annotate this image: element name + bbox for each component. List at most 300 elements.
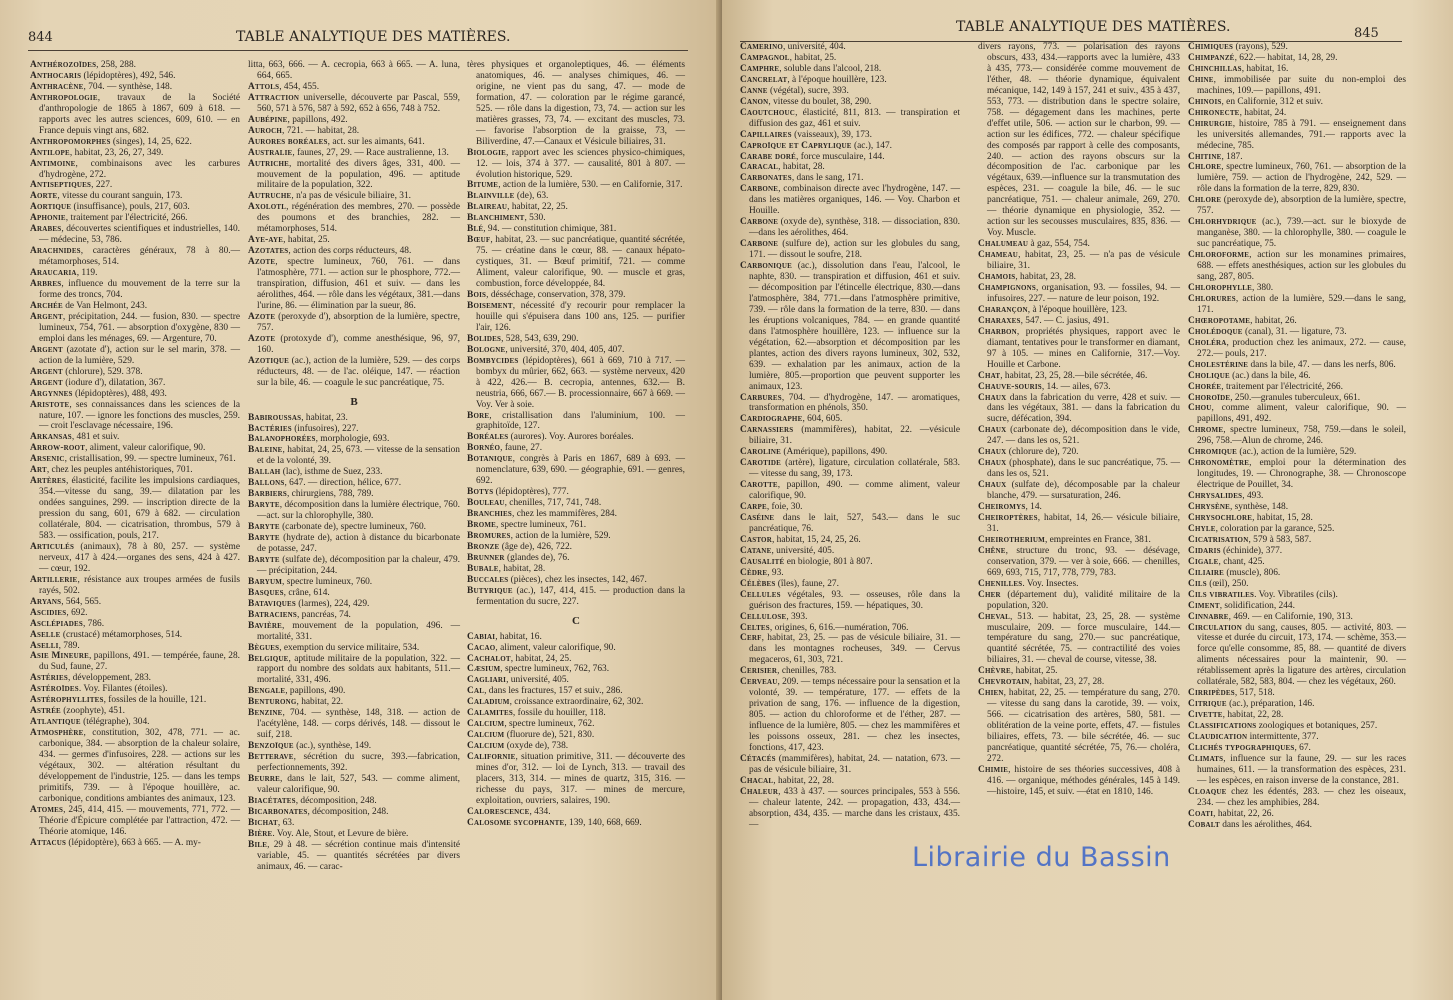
entry-headword: Bois — [467, 290, 487, 301]
entry-text: , mouvement de la population, 496. — mortalité, 331. — [257, 620, 460, 642]
entry-headword: Cholédoque — [1188, 326, 1243, 337]
index-entry — [467, 191, 685, 202]
entry-text: , sécrétion du sucre, 393.—fabrication, perfectionnements, 392. — [257, 752, 460, 774]
index-entry — [30, 224, 240, 246]
entry-text: , aptitude militaire de la population, 322. — rapport du nombre des soldats aux habitants, 511.—mortalité, 331, 496. — [257, 653, 460, 686]
index-entry — [978, 447, 1180, 458]
index-entry — [978, 283, 1180, 305]
index-entry — [978, 316, 1180, 327]
entry-headword: Argynnes — [30, 388, 73, 399]
entry-text: du sang, causes, 805. — activité, 803. — vitesse et durée du circuit, 173, 174. — schème, 353.—force qu'elle consomme, 85, 88. — quantité de divers aliments nécessaires pour la maintenir, 90. — rétablissement après la ligature des artères, circulation collatérale, 582, 583, 804. — chez les végétaux, 260. — [1197, 622, 1406, 688]
index-entry — [248, 686, 460, 697]
index-entry — [30, 476, 240, 542]
entry-headword: Aryans — [30, 596, 62, 607]
entry-headword: Chacal — [740, 775, 774, 786]
index-entry — [978, 579, 1180, 590]
entry-headword: Arachnides — [30, 246, 81, 257]
index-entry — [248, 413, 460, 424]
index-entry — [248, 577, 460, 588]
index-column — [248, 60, 460, 873]
entry-text: (oxyde de), 738. — [504, 741, 569, 752]
entry-headword: Chloroforme — [1188, 250, 1250, 261]
index-entry — [30, 60, 240, 71]
entry-headword: Attols — [248, 81, 280, 92]
index-column — [978, 42, 1180, 798]
entry-headword: Azotique — [248, 355, 290, 366]
entry-text: , 209. — temps nécessaire pour la sensation et la volonté, 39. — température, 177. — effets de la privation de sang, 176. — influence de la digestion, 805. — action du chloroforme et de l'éther, 287. — influence de la lumière, 805. — chez les mammifères et les poissons osseux, 281. — chez les insectes, fonctions, 417, 423. — [749, 677, 960, 753]
entry-text: (crustacé) métamorphoses, 514. — [60, 629, 183, 640]
index-entry — [740, 173, 960, 184]
entry-text: , habitat, 23, 28. — [1015, 272, 1077, 283]
entry-headword: Betterave — [248, 752, 294, 763]
entry-text: , mortalité des divers âges, 331, 400. — mouvement de la population, 496. — aptitude militaire de la population, 322. — [257, 158, 460, 191]
entry-headword: Chrysène — [1188, 502, 1230, 513]
index-entry — [740, 513, 960, 535]
section-letter: C — [572, 614, 580, 627]
entry-text: à gaz, 554, 754. — [1028, 239, 1090, 250]
entry-text: (singes), 14, 25, 622. — [110, 136, 192, 147]
index-entry — [248, 489, 460, 500]
index-entry — [1188, 524, 1406, 535]
entry-text: (ac.), action de la lumière, 529. — des corps réducteurs, 48. — de l'ac. oléique, 147. — réaction sur la bile, 46. — coagule le suc pancréatique, 75. — [257, 355, 460, 388]
entry-text: , caractères généraux, 78 à 80.— métamorphoses, 514. — [39, 246, 240, 268]
index-entry — [467, 487, 685, 498]
entry-text: , action de la lumière, 529. — [510, 530, 611, 541]
index-entry — [1188, 42, 1406, 53]
index-entry — [740, 239, 960, 261]
entry-headword: Chitine — [1188, 151, 1222, 162]
index-entry — [248, 533, 460, 555]
index-entry — [1188, 513, 1406, 524]
index-entry — [740, 557, 960, 568]
entry-text: chez les édentés, 283. — chez les oiseaux, 234. — chez les amphibies, 284. — [1197, 786, 1406, 808]
entry-text: (ac.), dissolution dans l'eau, l'alcool, le naphte, 830. — transpiration et diffusion, 461 et suiv. — décomposition par l'étincelle électrique, 830.—dans l'atmosphère, 384, 771.—dans l'atmosphère primitive, 739. — rôle dans la formation de la terre, 830. — dans les éruptions volcaniques, 784. — en grande quantité dans l'atmosphère houillère, 123. — influence sur la végétation, 62.—absorption et décomposition par les plantes, action des divers rayons lumineux, 302, 532, 639. — exhalation par les animaux, action de la lumière, 805.—proportion que peuvent supporter les animaux, 123. — [749, 261, 960, 392]
entry-headword: Aurores boréales — [248, 136, 328, 147]
entry-headword: Carbonates — [740, 173, 792, 184]
entry-headword: Batraciens — [248, 609, 297, 620]
index-entry — [1188, 557, 1406, 568]
entry-headword: Cobalt — [1188, 819, 1220, 830]
entry-headword: Beurre — [248, 774, 280, 784]
index-entry — [248, 82, 460, 93]
entry-text: , habitat, 15, 24, 25, 26. — [771, 534, 861, 545]
entry-headword: Botanique — [467, 454, 513, 465]
entry-text: , 139, 140, 668, 669. — [564, 817, 642, 828]
entry-headword: Blanchiment — [467, 213, 525, 224]
entry-text: , développement, 283. — [67, 673, 152, 684]
entry-text: (œil), 250. — [1206, 578, 1249, 589]
entry-headword: Chinois — [1188, 96, 1222, 107]
entry-text: , élasticité, facilite les impulsions cardiaques, 354.—vitesse du sang, 39.— dilatation par les ondées sanguines, 299. — inscription directe de la pression du sang, 601, 679 à 682. — circulation collatérale, 804. — cicatrisation, thrombus, 579 à 583. — ossification, pouls, 217. — [39, 476, 240, 541]
page-number-right: 845 — [1354, 26, 1379, 41]
entry-headword: Cher — [978, 589, 1001, 600]
entry-text: , habitat, 24, 25. — [510, 653, 572, 664]
entry-headword: Chêne — [978, 545, 1006, 556]
index-entry — [30, 651, 240, 673]
entry-headword: Benturong — [248, 697, 297, 708]
entry-headword: Chironecte — [1188, 107, 1240, 118]
index-entry — [467, 60, 685, 148]
entry-headword: Branchies — [467, 509, 513, 520]
index-entry — [30, 465, 240, 476]
index-entry — [740, 86, 960, 97]
entry-headword: Atlantique — [30, 717, 81, 728]
index-entry — [248, 126, 460, 137]
entry-headword: Chenilles — [978, 578, 1023, 589]
entry-text: (pièces), chez les insectes, 142, 467. — [508, 574, 647, 585]
index-entry — [248, 654, 460, 687]
entry-headword: Attacus — [30, 837, 67, 848]
index-entry — [1188, 502, 1406, 513]
entry-text: , habitat, 22, 25. — [507, 202, 568, 213]
entry-headword: Baryte — [248, 522, 280, 533]
index-entry — [467, 643, 685, 654]
entry-headword: Coati — [1188, 808, 1214, 819]
entry-text: , habitat, 15, 28. — [1252, 512, 1313, 523]
entry-text: , comme aliment, valeur calorifique, 90. — papillons, 491, 492. — [1197, 403, 1406, 425]
entry-text: , habitat, 22, 26. — [1213, 808, 1274, 819]
entry-headword: Chœropotame — [1188, 315, 1251, 326]
entry-text: (glandes de), 76. — [504, 552, 570, 563]
index-entry — [467, 290, 685, 301]
entry-text: , 704. — synthèse, 148, 318. — action de l'acétylène, 148. — corps dérivés, 148. — dissout le suif, 218. — [257, 708, 460, 741]
entry-text: , habitat, 14, 26.— vésicule biliaire, 31. — [987, 512, 1180, 534]
index-entry — [248, 588, 460, 599]
entry-headword: Chauve-souris — [978, 381, 1042, 392]
index-entry — [740, 184, 960, 217]
entry-text: , habitat, 23, 25. — pas de vésicule biliaire, 31. — dans les montagnes rocheuses, 349. — Cervus megaceros, 61, 303, 721. — [749, 633, 960, 666]
entry-headword: Biacétates — [248, 795, 296, 806]
index-entry — [467, 213, 685, 224]
entry-text: (chlorure de), 720. — [1006, 447, 1079, 458]
index-entry — [978, 393, 1180, 426]
entry-headword: Arbres — [30, 279, 62, 290]
entry-text: , 245, 414, 415. — mouvements, 771, 772. — Théorie d'Épicure complétée par l'attraction, 472. — Théorie atomique, 146. — [39, 804, 240, 837]
entry-headword: Baryte — [248, 533, 280, 544]
index-entry — [1188, 75, 1406, 97]
entry-text: , décomposition, 248. — [295, 795, 377, 806]
entry-headword: Chrysochlore — [1188, 512, 1253, 523]
entry-text: (sulfate de), décomposition par la chaleur, 479. — précipitation, 244. — [257, 554, 460, 576]
index-entry — [978, 480, 1180, 502]
index-entry — [30, 619, 240, 630]
entry-headword: Caroline — [740, 447, 782, 458]
index-entry — [1188, 217, 1406, 250]
index-entry — [248, 115, 460, 126]
entry-headword: Chien — [978, 688, 1004, 699]
index-entry — [248, 334, 460, 356]
entry-headword: Calcium — [467, 730, 505, 741]
entry-headword: Camphre — [740, 63, 780, 74]
entry-headword: Chyle — [1188, 523, 1216, 534]
entry-text: , 604, 605. — [802, 414, 843, 425]
entry-text: , action de la lumière, 529.—dans le sang, 171. — [1197, 293, 1406, 315]
index-entry — [978, 765, 1180, 798]
header-rule-left — [28, 50, 688, 51]
index-column — [740, 42, 960, 831]
index-entry — [740, 612, 960, 623]
index-entry — [1188, 754, 1406, 787]
entry-headword: Carbures — [740, 392, 782, 403]
index-entry — [467, 235, 685, 290]
index-entry — [30, 575, 240, 597]
entry-text: , décomposition dans la lumière électrique, 760.—act. sur la chlorophylle, 380. — [257, 500, 460, 522]
entry-text: , habitat, 22. — [296, 697, 344, 708]
index-entry — [248, 840, 460, 873]
entry-text: (carbonate de), décomposition dans le vide, 247. — dans les os, 521. — [987, 425, 1180, 447]
entry-headword: Aselle — [30, 629, 61, 640]
entry-text: , 380. — [1252, 282, 1274, 293]
entry-headword: Chameau — [978, 250, 1019, 261]
index-entry — [740, 53, 960, 64]
entry-text: , 63. — [277, 817, 295, 828]
index-entry — [30, 805, 240, 838]
entry-text: , université, 370, 404, 405, 407. — [505, 344, 625, 355]
entry-headword: Antimoine — [30, 158, 76, 169]
index-entry — [30, 148, 240, 159]
entry-headword: Ascidies — [30, 607, 67, 618]
entry-text: , 547. — C. jasius, 491. — [1020, 315, 1110, 326]
index-entry — [1188, 250, 1406, 283]
entry-text: , chez les peuples antéhistoriques, 701. — [46, 465, 193, 476]
entry-text: , influence du mouvement de la terre sur la forme des troncs, 704. — [39, 279, 240, 301]
entry-text: , habitat, 25. — [283, 235, 330, 246]
index-entry — [1188, 338, 1406, 360]
entry-headword: Cancrelat — [740, 74, 788, 85]
entry-headword: Champignons — [978, 282, 1036, 293]
entry-text: en biologie, 801 à 807. — [784, 556, 873, 567]
index-entry — [467, 301, 685, 334]
entry-headword: Chlorhydrique — [1188, 217, 1257, 228]
entry-headword: Antilope — [30, 147, 70, 158]
entry-text: , 517, 518. — [1234, 688, 1275, 699]
page-number-left: 844 — [28, 30, 53, 45]
index-entry — [467, 697, 685, 708]
index-entry — [1188, 119, 1406, 152]
index-entry — [248, 235, 460, 246]
entry-text: , habitat, 28. — [778, 162, 825, 173]
entry-headword: Cholestérine — [1188, 359, 1249, 370]
entry-headword: Bromures — [467, 530, 511, 541]
watermark: Librairie du Bassin — [912, 842, 1171, 873]
entry-headword: Ciliaire — [1188, 567, 1224, 578]
entry-text: (échinide), 377. — [1220, 545, 1283, 556]
entry-text: , habitat, 23. — suc pancréatique, quantité sécrétée, 75. — créatine dans le cœur, 88. — canaux hépato-cystiques, 31. — Bœuf primitif, 721. — comme Aliment, valeur calorifique, 90. — muscle et gras, combustion, force développée, 84. — [476, 235, 685, 290]
entry-text: (ac.), 739.—act. sur le bioxyde de manganèse, 380. — la chlorophylle, 380. — coagule le suc pancréatique, 75. — [1197, 217, 1406, 250]
index-entry — [740, 393, 960, 415]
entry-text: , 14. — [1025, 502, 1042, 513]
index-entry — [30, 378, 240, 389]
entry-text: (sulfate de), décomposable par la chaleur blanche, 479. — sursaturation, 246. — [987, 480, 1180, 502]
entry-headword: Chaux — [978, 392, 1007, 403]
index-entry — [467, 432, 685, 443]
entry-headword: Chorée — [1188, 381, 1222, 392]
entry-text: , aliment, valeur calorifique, 90. — [495, 642, 616, 653]
entry-text: , papillon, 490. — comme aliment, valeur calorifique, 90. — [749, 480, 960, 502]
entry-headword: Antiseptiques — [30, 180, 92, 191]
entry-headword: Bubale — [467, 563, 499, 574]
entry-headword: Cirripèdes — [1188, 688, 1235, 699]
entry-text: de Van Helmont, 243. — [62, 300, 148, 311]
index-entry — [30, 137, 240, 148]
entry-headword: Caladium — [467, 697, 510, 708]
entry-headword: Bronze — [467, 541, 500, 552]
entry-text: , habitat, 26. — [1250, 315, 1297, 326]
entry-text: , act. sur les aimants, 641. — [327, 136, 425, 147]
entry-text: (Amérique), papillons, 490. — [781, 447, 888, 458]
entry-headword: Carnassiers — [740, 425, 794, 436]
entry-headword: Carabe doré — [740, 151, 797, 162]
entry-text: , découvertes scientifiques et industrielles, 140. — médecine, 53, 786. — [39, 224, 240, 246]
index-entry — [1188, 721, 1406, 732]
index-entry — [1188, 283, 1406, 294]
entry-headword: Caséine — [740, 512, 775, 523]
entry-text: (lépidoptères), 488, 493. — [72, 388, 167, 399]
index-entry — [30, 312, 240, 345]
index-entry — [30, 191, 240, 202]
entry-text: , élasticité, 811, 813. — transpiration et diffusion des gaz, 461 et suiv. — [749, 107, 960, 129]
entry-text: , 647. — direction, hélice, 677. — [284, 478, 402, 489]
entry-text: , croissance extraordinaire, 62, 302. — [509, 697, 644, 708]
entry-headword: Cils — [1188, 578, 1207, 589]
index-entry — [30, 345, 240, 367]
index-entry — [30, 641, 240, 652]
entry-text: , 721. — habitat, 28. — [282, 125, 360, 136]
entry-text: (rayons), 529. — [1233, 42, 1288, 52]
entry-text: , habitat, 23, 26, 27, 349. — [69, 147, 164, 158]
entry-headword: Civette — [1188, 710, 1223, 721]
entry-headword: Astéroïdes — [30, 684, 79, 695]
entry-headword: Anthropomorphes — [30, 136, 111, 147]
entry-text: , 579 à 583, 587. — [1248, 534, 1312, 545]
index-entry — [248, 191, 460, 202]
index-entry — [1188, 152, 1406, 163]
index-entry — [1188, 699, 1406, 710]
index-entry — [467, 345, 685, 356]
entry-headword: Argent — [30, 311, 63, 322]
index-entry — [1188, 809, 1406, 820]
entry-headword: Cicatrisation — [1188, 534, 1249, 545]
entry-text: , vitesse du courant sanguin, 173. — [57, 191, 183, 202]
entry-text: , chez les mammifères, 284. — [512, 509, 617, 520]
entry-text: , action de la lumière, 530. — en Californie, 317. — [498, 180, 683, 191]
index-entry — [1188, 623, 1406, 689]
entry-headword: Chimie — [978, 764, 1009, 775]
index-entry — [467, 180, 685, 191]
entry-text: . Voy. Vibratiles (cils). — [1254, 589, 1338, 600]
index-entry — [740, 64, 960, 75]
entry-headword: Chinchillas — [1188, 63, 1242, 74]
index-entry — [467, 224, 685, 235]
entry-text: , soluble dans l'alcool, 218. — [779, 63, 882, 74]
index-entry — [1188, 53, 1406, 64]
entry-headword: Axolotl — [248, 202, 287, 213]
index-entry — [30, 202, 240, 213]
index-entry — [30, 630, 240, 641]
entry-headword: Aubépine — [248, 114, 288, 125]
index-entry — [740, 535, 960, 546]
index-entry — [740, 579, 960, 590]
index-entry — [740, 502, 960, 513]
entry-text: , production chez les animaux, 272. — cause, 272.— pouls, 217. — [1197, 337, 1406, 359]
entry-headword: Californie — [467, 752, 516, 763]
entry-headword: Asie Mineure — [30, 651, 89, 662]
entry-headword: Azotates — [248, 246, 289, 257]
entry-headword: Cagliari — [467, 675, 507, 686]
entry-headword: Atomes — [30, 804, 64, 815]
index-entry — [740, 677, 960, 754]
entry-headword: Canon — [740, 96, 769, 107]
index-entry — [1188, 568, 1406, 579]
entry-text: (télégraphe), 304. — [80, 717, 150, 728]
entry-headword: Calcium — [467, 719, 505, 730]
index-entry — [248, 467, 460, 478]
entry-text: , habitat, 25. — [789, 52, 837, 63]
entry-text: (îles), faune, 27. — [775, 578, 839, 589]
index-entry — [248, 818, 460, 829]
index-entry — [1188, 491, 1406, 502]
entry-text: (vaisseaux), 39, 173. — [791, 129, 872, 140]
entry-text: (azotate d'), action sur le sel marin, 378. — action de la lumière, 529. — [39, 344, 240, 366]
index-entry — [248, 478, 460, 489]
index-entry — [248, 599, 460, 610]
entry-text: (ac.) dans la bile, 46. — [1229, 370, 1311, 381]
entry-headword: Chamois — [978, 272, 1016, 283]
index-entry — [740, 130, 960, 141]
index-entry — [248, 752, 460, 774]
entry-headword: Causalité — [740, 556, 785, 567]
index-entry — [30, 673, 240, 684]
index-entry — [467, 553, 685, 564]
entry-text: , propriétés physiques, rapport avec le diamant, tentatives pour le transformer en diamant, 97 à 105. — mines en Californie, 317.—Voy. Houille et Carbone. — [987, 326, 1180, 370]
entry-text: (peroxyde de), absorption de la lumière, spectre, 757. — [1197, 195, 1406, 217]
entry-text: (aurores). Voy. Aurores boréales. — [508, 432, 634, 443]
entry-headword: Bile — [248, 839, 268, 850]
entry-text: , 692. — [66, 607, 88, 618]
entry-headword: Carbonique — [740, 261, 792, 272]
entry-text: (ac.), synthèse, 149. — [293, 741, 372, 752]
entry-text: , 93. — [767, 567, 784, 578]
entry-text: , congrès à Paris en 1867, 689 à 693. — nomenclature, 639, 690. — géographie, 691. — genres, 692. — [476, 454, 685, 487]
entry-headword: Chaux — [978, 458, 1007, 469]
entry-headword: Astrée — [30, 706, 61, 717]
index-entry — [30, 367, 240, 378]
entry-text: (âge de), 426, 722. — [499, 541, 572, 552]
index-entry — [30, 728, 240, 805]
index-entry — [978, 677, 1180, 688]
entry-text: , 393. — [786, 611, 808, 622]
entry-headword: Charaxes — [978, 315, 1021, 326]
index-entry — [467, 632, 685, 643]
entry-headword: Aorte — [30, 191, 58, 202]
index-column — [30, 60, 240, 849]
entry-text: , ses connaissances dans les sciences de la nature, 107. — ignore les fonctions des muscles, 259. — croit l'esclavage nécessaire, 196. — [39, 399, 241, 432]
index-entry — [1188, 316, 1406, 327]
entry-headword: Araucaria — [30, 268, 77, 279]
index-entry — [1188, 787, 1406, 809]
entry-text: , 434. — [529, 806, 551, 817]
entry-headword: Bombycides — [467, 355, 519, 366]
index-entry — [467, 741, 685, 752]
entry-text: , 493. — [1242, 491, 1264, 502]
entry-text: , chenilles, 717, 741, 748. — [504, 498, 602, 509]
entry-text: (oxyde de), synthèse, 318. — dissociation, 830.—dans les aérolithes, 464. — [749, 217, 960, 239]
index-entry — [248, 610, 460, 621]
entry-text: (lépidoptères), 492, 546. — [81, 70, 176, 81]
index-entry — [1188, 97, 1406, 108]
entry-text: , à l'époque houillère, 123. — [787, 74, 887, 85]
entry-text: (hydrate de), action à distance du bicarbonate de potasse, 247. — [257, 533, 460, 554]
